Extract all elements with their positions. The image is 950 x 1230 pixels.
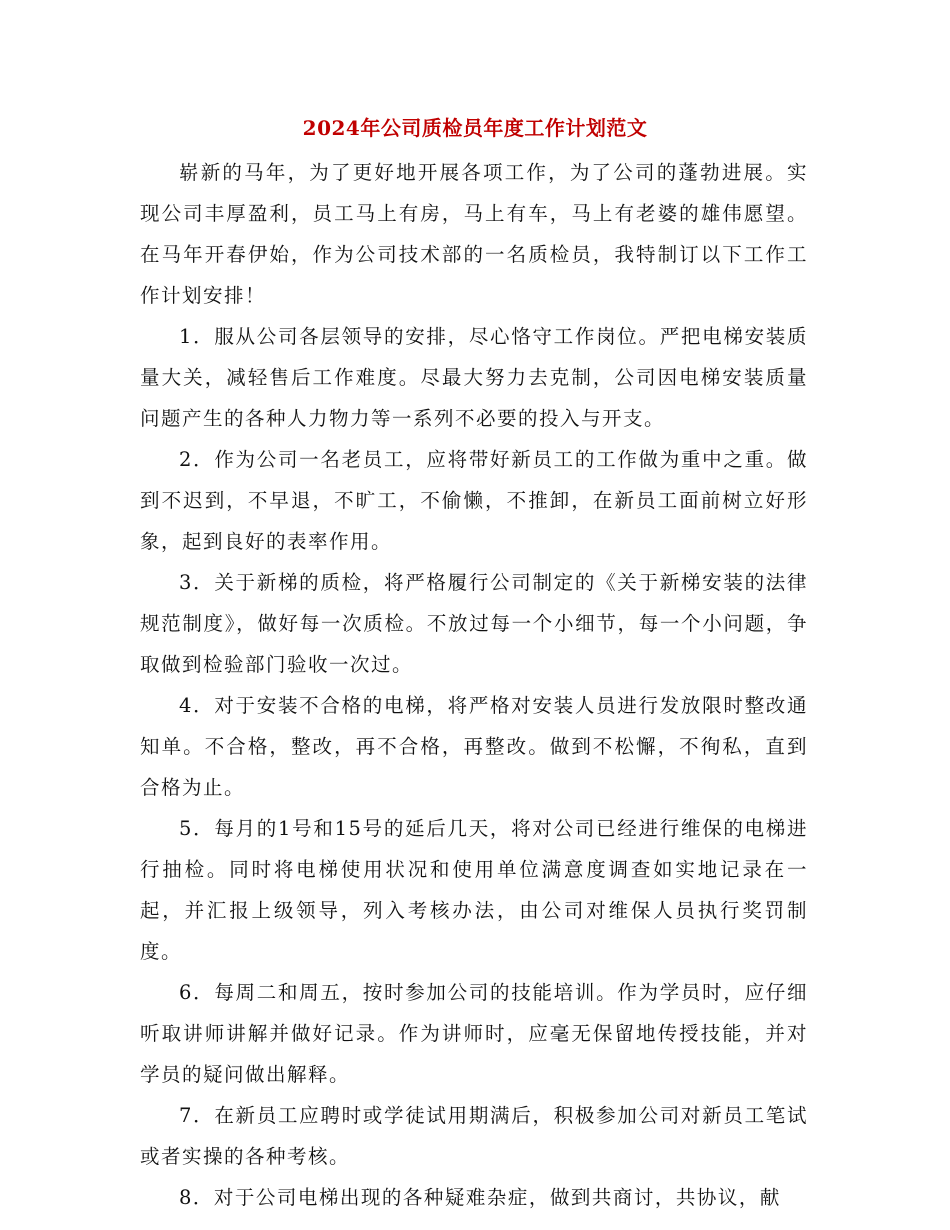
document-title: 2024年公司质检员年度工作计划范文 xyxy=(302,116,648,140)
document-body xyxy=(140,152,808,1218)
paragraph-item-2: 2．作为公司一名老员工，应将带好新员工的工作做为重中之重。做到不迟到，不早退，不旷工，不偷懒，不推卸，在新员工面前树立好形象，起到良好的表率作用。 xyxy=(140,448,808,553)
paragraph-item-4: 4．对于安装不合格的电梯，将严格对安装人员进行发放限时整改通知单。不合格，整改，再不合格，再整改。做到不松懈，不徇私，直到合格为止。 xyxy=(140,694,808,799)
paragraph-intro: 崭新的马年，为了更好地开展各项工作，为了公司的蓬勃进展。实现公司丰厚盈利，员工马上有房，马上有车，马上有老婆的雄伟愿望。在马年开春伊始，作为公司技术部的一名质检员，我特制订以下工作工作计划安排！ xyxy=(140,161,808,307)
paragraph-item-3: 3．关于新梯的质检，将严格履行公司制定的《关于新梯安装的法律规范制度》，做好每一次质检。不放过每一个小细节，每一个小问题，争取做到检验部门验收一次过。 xyxy=(140,571,808,676)
paragraph-item-1: 1．服从公司各层领导的安排，尽心恪守工作岗位。严把电梯安装质量大关，减轻售后工作难度。尽最大努力去克制，公司因电梯安装质量问题产生的各种人力物力等一系列不必要的投入与开支。 xyxy=(140,325,808,430)
paragraph-item-5: 5．每月的1号和15号的延后几天，将对公司已经进行维保的电梯进行抽检。同时将电梯使用状况和使用单位满意度调查如实地记录在一起，并汇报上级领导，列入考核办法，由公司对维保人员执行奖罚制度。 xyxy=(140,817,808,963)
paragraph-item-7: 7．在新员工应聘时或学徒试用期满后，积极参加公司对新员工笔试或者实操的各种考核。 xyxy=(140,1104,808,1168)
paragraph-item-6: 6．每周二和周五，按时参加公司的技能培训。作为学员时，应仔细听取讲师讲解并做好记录。作为讲师时，应毫无保留地传授技能，并对学员的疑问做出解释。 xyxy=(140,981,808,1086)
paragraph-item-8: 8．对于公司电梯出现的各种疑难杂症，做到共商讨，共协议，献 xyxy=(179,1186,781,1209)
